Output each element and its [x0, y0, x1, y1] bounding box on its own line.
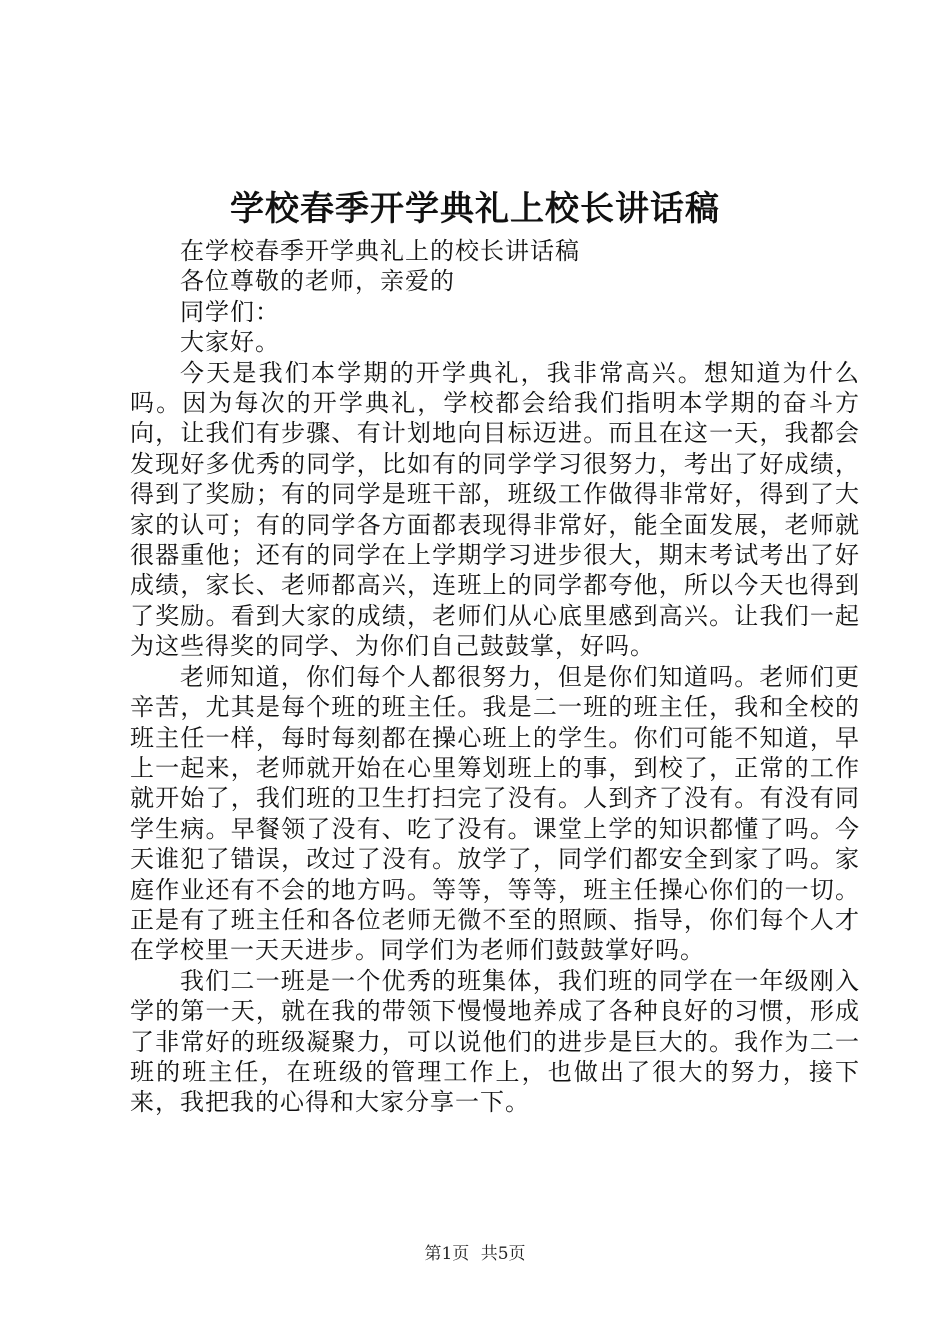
document-body: [130, 236, 860, 1118]
salutation-paragraph: 同学们：: [180, 297, 280, 326]
body-paragraph: 老师知道，你们每个人都很努力，但是你们知道吗。老师们更辛苦，尤其是每个班的班主任。我是二一班的班主任，我和全校的班主任一样，每时每刻都在操心班上的学生。你们可能不知道，早上一起来，老师就开始在心里筹划班上的事，到校了，正常的工作就开始了，我们班的卫生打扫完了没有。人到齐了没有。有没有同学生病。早餐领了没有、吃了没有。课堂上学的知识都懂了吗。今天谁犯了错误，改过了没有。放学了，同学们都安全到家了吗。家庭作业还有不会的地方吗。等等，等等，班主任操心你们的一切。正是有了班主任和各位老师无微不至的照顾、指导，你们每个人才在学校里一天天进步。同学们为老师们鼓鼓掌好吗。: [130, 662, 860, 965]
page-footer: [0, 1242, 950, 1266]
body-paragraph: 我们二一班是一个优秀的班集体，我们班的同学在一年级刚入学的第一天，就在我的带领下慢慢地养成了各种良好的习惯，形成了非常好的班级凝聚力，可以说他们的进步是巨大的。我作为二一班的班主任，在班级的管理工作上，也做出了很大的努力，接下来，我把我的心得和大家分享一下。: [130, 966, 860, 1117]
body-paragraph: 今天是我们本学期的开学典礼，我非常高兴。想知道为什么吗。因为每次的开学典礼，学校都会给我们指明本学期的奋斗方向，让我们有步骤、有计划地向目标迈进。而且在这一天，我都会发现好多优秀的同学，比如有的同学学习很努力，考出了好成绩，得到了奖励；有的同学是班干部，班级工作做得非常好，得到了大家的认可；有的同学各方面都表现得非常好，能全面发展，老师就很器重他；还有的同学在上学期学习进步很大，期末考试考出了好成绩，家长、老师都高兴，连班上的同学都夸他，所以今天也得到了奖励。看到大家的成绩，老师们从心底里感到高兴。让我们一起为这些得奖的同学、为你们自己鼓鼓掌，好吗。: [130, 358, 860, 661]
document-title: 学校春季开学典礼上校长讲话稿: [230, 189, 720, 229]
greeting-paragraph: 大家好。: [180, 328, 280, 357]
page-number: 第1页: [424, 1244, 470, 1264]
subtitle-paragraph: 在学校春季开学典礼上的校长讲话稿: [180, 237, 580, 265]
salutation-paragraph: 各位尊敬的老师，亲爱的: [180, 267, 455, 296]
page-total: 共5页: [480, 1244, 526, 1264]
